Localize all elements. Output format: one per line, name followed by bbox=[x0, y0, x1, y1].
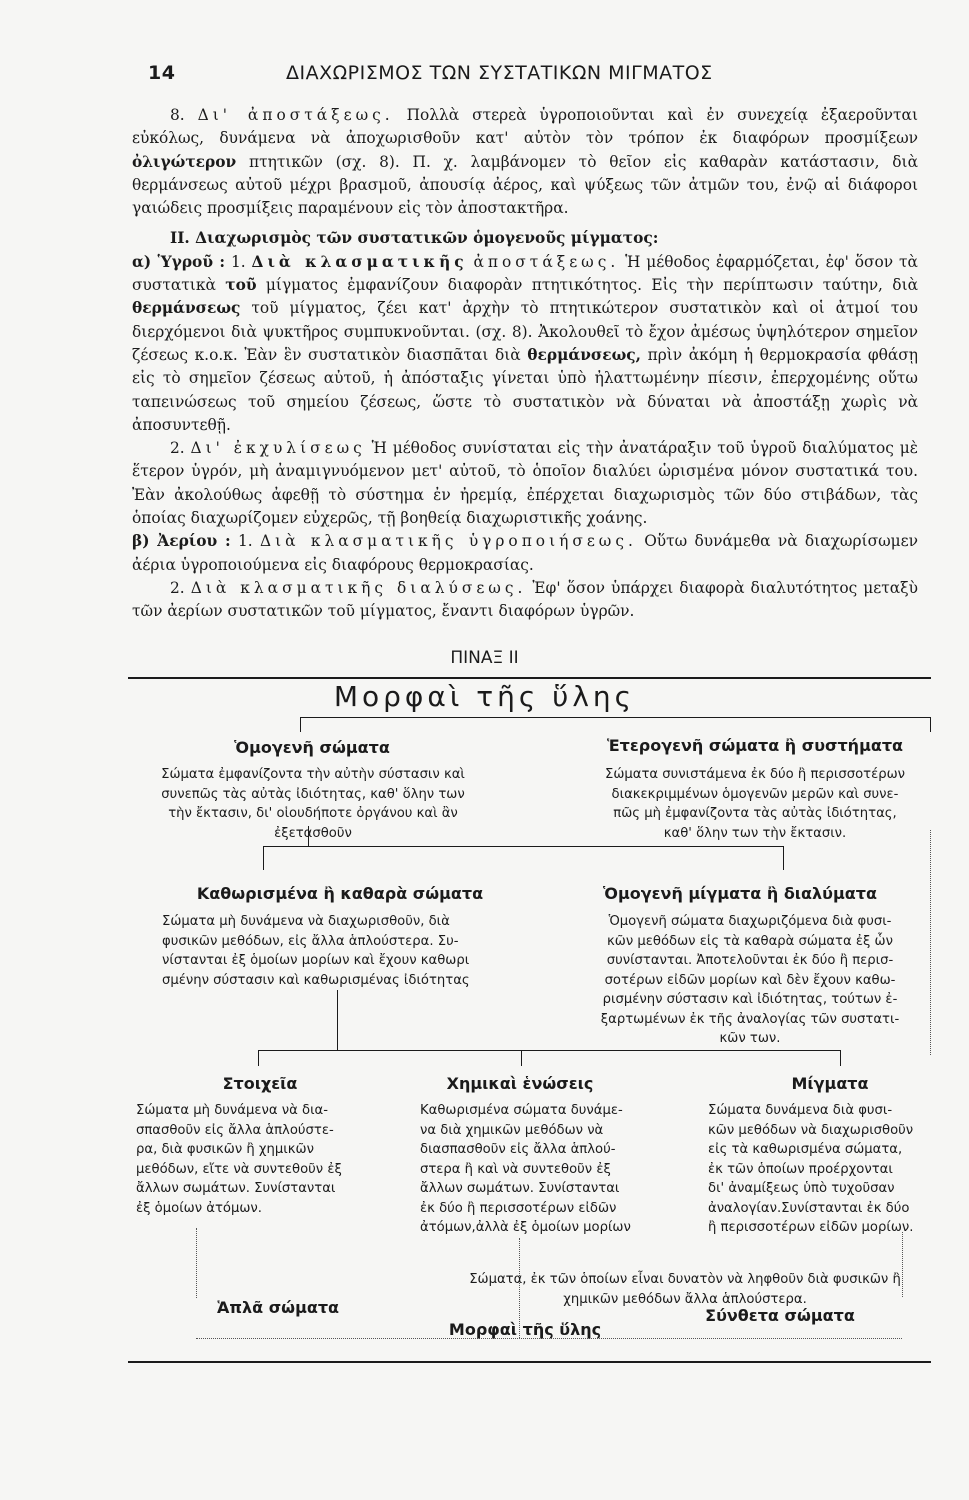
top-connector bbox=[300, 717, 930, 718]
split-connector bbox=[263, 846, 783, 847]
paragraph-fractional-distillation: α) Ὑγροῦ : 1. Διὰ κλασματικῆς ἀποστάξεως. Ἡ μέθοδος ἐφαρμόζεται, ἐφ' ὅσον τὰ συστατικὰ τοῦ μίγματος ἐμφανίζουν διαφορὰν πτητικότητος. Εἰς τὴν περίπτωσιν ταύτην, διὰ θερμάνσεως τοῦ μίγματος, ζέει κατ' ἀρχὴν τὸ πτητικώτερον συστατικὸν καὶ οἱ ἀτμοί του διερχόμενοι διὰ ψυκτῆρος συμπυκνοῦνται. (σχ. 8). Ἀκολουθεῖ τὸ ἔχον ἀμέσως ὑψηλότερον σημεῖον ζέσεως κ.ο.κ. Ἐὰν ἓν συστατικὸν διασπᾶται διὰ θερμάνσεως, πρὶν ἀκόμη ἡ θερμοκρασία φθάσῃ εἰς τὸ σημεῖον ζέσεως αὐτοῦ, ἡ ἀπόσταξις γίνεται ὑπὸ ἠλαττωμένην πίεσιν, ἐπερχομένης οὕτω ταπεινώσεως τοῦ σημείου ζέσεως, ὥστε τὸ συστατικὸν νὰ δύναται νὰ ἀποστάξῃ χωρὶς νὰ ἀποσυντεθῇ. bbox=[132, 252, 918, 434]
pure-substances-definition: Σώματα μὴ δυνάμενα νὰ διαχωρισθοῦν, διὰ φυσικῶν μεθόδων, εἰς ἄλλα ἁπλούστερα. Συ- νίστανται ἐξ ὁμοίων μορίων καὶ ἔχουν καθωρι σμένην σύστασιν καὶ καθωρισμένας ἰδιότητας bbox=[162, 914, 470, 988]
section-heading: II. Διαχωρισμὸς τῶν συστατικῶν ὁμογενοῦς μίγματος: bbox=[170, 229, 659, 248]
diagram-title: Μορφαὶ τῆς ὕλης bbox=[333, 680, 636, 713]
connector bbox=[258, 1050, 259, 1066]
page-number: 14 bbox=[148, 62, 176, 84]
simple-bodies-label: Ἁπλᾶ σώματα bbox=[216, 1298, 340, 1317]
table-label: ΠΙΝΑΞ II bbox=[450, 648, 519, 668]
heterogeneous-definition: Σώματα συνιστάμενα ἐκ δύο ἢ περισσοτέρων διακεκριμμένων ὁμογενῶν μερῶν καὶ συνε- πῶς μὴ ἐμφανίζοντα τὰς αὐτὰς ἰδιότητας, καθ' ὅλην των τὴν ἔκτασιν. bbox=[605, 767, 905, 841]
homogeneous-definition: Σώματα ἐμφανίζοντα τὴν αὐτὴν σύστασιν καὶ συνεπῶς τὰς αὐτὰς ἰδιότητας, καθ' ὅλην των τὴν ἔκτασιν, δι' οἱουδήποτε ὀργάνου καὶ ἂν ἐξετασθοῦν bbox=[161, 767, 465, 841]
solutions-heading: Ὁμογενῆ μίγματα ἢ διαλύματα bbox=[603, 884, 877, 903]
solutions-definition: Ὁμογενῆ σώματα διαχωριζόμενα διὰ φυσι- κῶν μεθόδων εἰς τὰ καθαρὰ σώματα ἐξ ὧν συνίστανται. Ἀποτελοῦνται ἐκ δύο ἢ περισ- σοτέρων εἰδῶν μορίων καὶ δὲν ἔχουν καθω- ρισμένην σύστασιν καὶ ἰδιότητας, τούτων ἐ- ξαρτωμένων ἐκ τῆς ἀναλογίας τῶν συστατι- κῶν των. bbox=[600, 914, 900, 1046]
composite-note: Σώματα, ἐκ τῶν ὁποίων εἶναι δυνατὸν νὰ ληφθοῦν διὰ φυσικῶν ἢ χημικῶν μεθόδων ἄλλα ἁπλούστερα. bbox=[469, 1272, 901, 1307]
compounds-heading: Χημικαὶ ἑνώσεις bbox=[446, 1074, 594, 1093]
connector bbox=[337, 990, 338, 1050]
running-title: ΔΙΑΧΩΡΙΣΜΟΣ ΤΩΝ ΣΥΣΤΑΤΙΚΩΝ ΜΙΓΜΑΤΟΣ bbox=[286, 62, 713, 84]
bottom-split-connector bbox=[258, 1050, 840, 1051]
pure-substances-heading: Καθωρισμένα ἢ καθαρὰ σώματα bbox=[196, 884, 484, 903]
homogeneous-heading: Ὁμογενῆ σώματα bbox=[234, 738, 390, 757]
paragraph-liquefaction: β) Ἀερίου : 1. Διὰ κλασματικῆς ὑγροποιήσεως. Οὕτω δυνάμεθα νὰ διαχωρίσωμεν ἀέρια ὑγροποιούμενα εἰς διαφόρους θερμοκρασίας. bbox=[132, 532, 918, 574]
paragraph-distillation: 8. Δι' ἀποστάξεως. Πολλὰ στερεὰ ὑγροποιοῦνται καὶ ἐν συνεχείᾳ ἐξαεροῦνται εὐκόλως, δυνάμενα νὰ ἀποχωρισθοῦν κατ' αὐτὸν τὸν τρόπον ἐκ διαφόρων προσμίξεων ὀλιγώτερον πτητικῶν (σχ. 8). Π. χ. λαμβάνομεν τὸ θεῖον εἰς καθαρὰν κατάστασιν, διὰ θερμάνσεως αὐτοῦ μέχρι βρασμοῦ, ἀπουσίᾳ ἀέρος, καὶ ψύξεως τῶν ἀτμῶν του, ἐνῷ αἱ διάφοροι γαιώδεις προσμίξεις παραμένουν εἰς τὸν ἀποστακτῆρα. bbox=[132, 106, 918, 218]
composite-bodies-label: Σύνθετα σώματα bbox=[705, 1306, 855, 1325]
connector bbox=[263, 846, 264, 870]
connector bbox=[840, 1050, 841, 1066]
connector bbox=[521, 1050, 522, 1066]
connector bbox=[300, 717, 301, 732]
elements-heading: Στοιχεῖα bbox=[222, 1074, 298, 1093]
connector bbox=[783, 846, 784, 870]
compounds-definition: Καθωρισμένα σώματα δυνάμε- να διὰ χημικῶν μεθόδων νὰ διασπασθοῦν εἰς ἄλλα ἁπλού- στερα ἢ καὶ νὰ συντεθοῦν ἐξ ἄλλων σωμάτων. Συνίστανται ἐκ δύο ἢ περισσοτέρων εἰδῶν ἀτόμων,ἀλλὰ ἐξ ὁμοίων μορίων bbox=[420, 1103, 631, 1235]
connector bbox=[930, 717, 931, 732]
body-text bbox=[132, 104, 918, 624]
dotted-guide bbox=[196, 1228, 197, 1298]
heterogeneous-heading: Ἑτερογενῆ σώματα ἢ συστήματα bbox=[606, 736, 904, 755]
mixtures-definition: Σώματα δυνάμενα διὰ φυσι- κῶν μεθόδων νὰ διαχωρισθοῦν εἰς τὰ καθωρισμένα σώματα, ἐκ τῶν ὁποίων προέρχονται δι' ἀναμίξεως ὑπὸ τυχοῦσαν ἀναλογίαν.Συνίστανται ἐκ δύο ἢ περισσοτέρων εἰδῶν μορίων. bbox=[708, 1103, 914, 1235]
table-footer-label: Μορφαὶ τῆς ὕλης bbox=[448, 1320, 602, 1339]
mixtures-heading: Μίγματα bbox=[791, 1074, 869, 1093]
elements-definition: Σώματα μὴ δυνάμενα νὰ δια- σπασθοῦν εἰς ἄλλα ἁπλούστε- ρα, διὰ φυσικῶν ἢ χημικῶν μεθόδων, εἴτε νὰ συντεθοῦν ἐξ ἄλλων σωμάτων. Συνίστανται ἐξ ὁμοίων ἀτόμων. bbox=[136, 1103, 342, 1216]
paragraph-dissolution: 2. Διὰ κλασματικῆς διαλύσεως. Ἐφ' ὅσον ὑπάρχει διαφορὰ διαλυτότητος μεταξὺ τῶν ἀερίων συστατικῶν τοῦ μίγματος, ἔναντι διαφόρων ὑγρῶν. bbox=[132, 578, 918, 621]
paragraph-extraction: 2. Δι' ἐκχυλίσεως Ἡ μέθοδος συνίσταται εἰς τὴν ἀνατάραξιν τοῦ ὑγροῦ διαλύματος μὲ ἕτερον ὑγρόν, μὴ ἀναμιγνυόμενον μετ' αὐτοῦ, τὸ ὁποῖον διαλύει ὡρισμένα μόνον συστατικά του. Ἐὰν ἀκολούθως ἀφεθῇ τὸ σύστημα ἐν ἠρεμίᾳ, ἐπέρχεται διαχωρισμὸς τῶν δύο στιβάδων, τὰς ὁποίας διαχωρίζομεν εὐχερῶς, τῇ βοηθείᾳ διαχωριστικῆς χοάνης. bbox=[132, 439, 918, 528]
dotted-guide bbox=[930, 830, 931, 1055]
page-header bbox=[148, 62, 808, 90]
